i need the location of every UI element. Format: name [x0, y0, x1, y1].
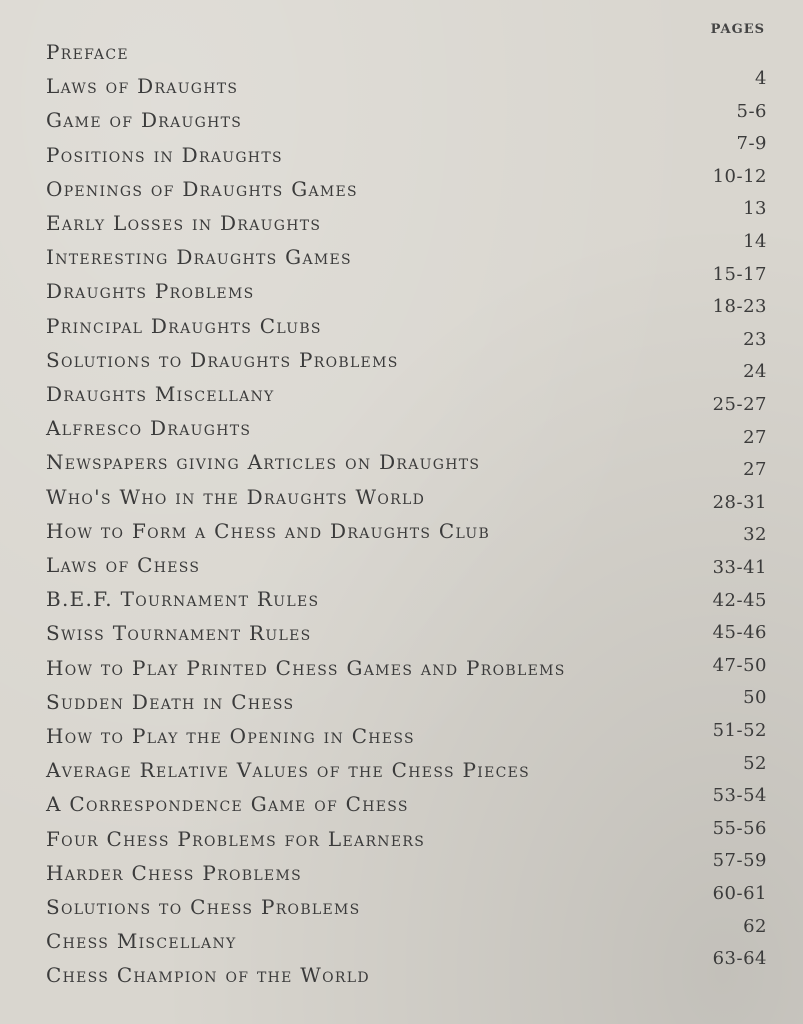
contents-entry-page: 24	[743, 361, 767, 383]
contents-entry-page: 60-61	[712, 883, 767, 904]
contents-entry-page: 13	[743, 198, 767, 220]
contents-entry-page: 33-41	[712, 557, 767, 578]
contents-entry-page: 25-27	[712, 394, 767, 415]
contents-entry-title: Laws of Draughts	[46, 74, 239, 99]
contents-entry-page: 42-45	[712, 589, 767, 611]
contents-entry-title: Game of Draughts	[46, 108, 243, 133]
contents-entry-page: 14	[743, 231, 767, 252]
contents-entry-title: Swiss Tournament Rules	[46, 621, 312, 646]
contents-entry-title: How to Play the Opening in Chess	[46, 724, 415, 748]
contents-entry-title: Chess Miscellany	[46, 929, 237, 954]
contents-entry-title: A Correspondence Game of Chess	[46, 792, 409, 817]
contents-entry-title: How to Form a Chess and Draughts Club	[46, 518, 491, 543]
contents-entry-title: Average Relative Values of the Chess Pieces	[46, 758, 531, 783]
contents-entry-title: Early Losses in Draughts	[46, 211, 322, 235]
contents-entry-page: 63-64	[712, 948, 767, 970]
contents-entry-page: 23	[743, 328, 767, 350]
contents-entry-title: Draughts Miscellany	[46, 382, 275, 406]
contents-entry-page: 10-12	[712, 165, 767, 187]
contents-entry-page: 50	[743, 687, 767, 709]
contents-entry-title: Laws of Chess	[46, 553, 201, 577]
contents-entry-page: 7-9	[736, 133, 767, 155]
contents-entry-page: 4	[755, 68, 767, 89]
contents-entry-title: Solutions to Draughts Problems	[46, 347, 399, 372]
contents-entry-title: How to Play Printed Chess Games and Problems	[46, 655, 566, 680]
contents-entry-page: 51-52	[712, 720, 767, 741]
contents-entry-page: 57-59	[712, 850, 767, 872]
contents-entry-page: 28-31	[712, 491, 767, 513]
contents-entry-title: Solutions to Chess Problems	[46, 895, 361, 919]
contents-entry-title: Harder Chess Problems	[46, 860, 302, 885]
contents-entry-title: Chess Champion of the World	[46, 963, 370, 988]
contents-entry-page: 27	[743, 459, 767, 481]
contents-entry-page: 27	[743, 426, 767, 448]
contents-entry-title: Alfresco Draughts	[46, 416, 252, 441]
contents-entry-title: Positions in Draughts	[46, 142, 283, 167]
contents-entry-page: 18-23	[712, 296, 767, 318]
contents-entry-title: Interesting Draughts Games	[46, 245, 352, 270]
contents-entry-title: Openings of Draughts Games	[46, 176, 358, 201]
contents-entry-page: 47-50	[712, 654, 767, 676]
pages-column-heading: PAGES	[710, 22, 765, 37]
contents-entry-page: 53-54	[712, 785, 767, 807]
contents-entry-page: 32	[743, 524, 767, 546]
contents-entry-page: 55-56	[712, 817, 767, 839]
contents-entry-title: Newspapers giving Articles on Draughts	[46, 450, 481, 475]
contents-entry-title: Who's Who in the Draughts World	[46, 484, 426, 509]
contents-entry-page: 62	[743, 915, 767, 937]
contents-entry-title: B.E.F. Tournament Rules	[46, 587, 320, 612]
contents-entry-page: 45-46	[712, 622, 767, 644]
contents-entry-page: 52	[743, 752, 767, 774]
contents-entry-page: 5-6	[736, 100, 767, 122]
contents-entry-title: Preface	[46, 40, 129, 64]
contents-entry-title: Sudden Death in Chess	[46, 689, 295, 714]
contents-entry-title: Principal Draughts Clubs	[46, 313, 322, 338]
contents-entry-title: Draughts Problems	[46, 279, 255, 304]
contents-entry-title: Four Chess Problems for Learners	[46, 826, 426, 851]
contents-entry-page: 15-17	[712, 263, 767, 285]
